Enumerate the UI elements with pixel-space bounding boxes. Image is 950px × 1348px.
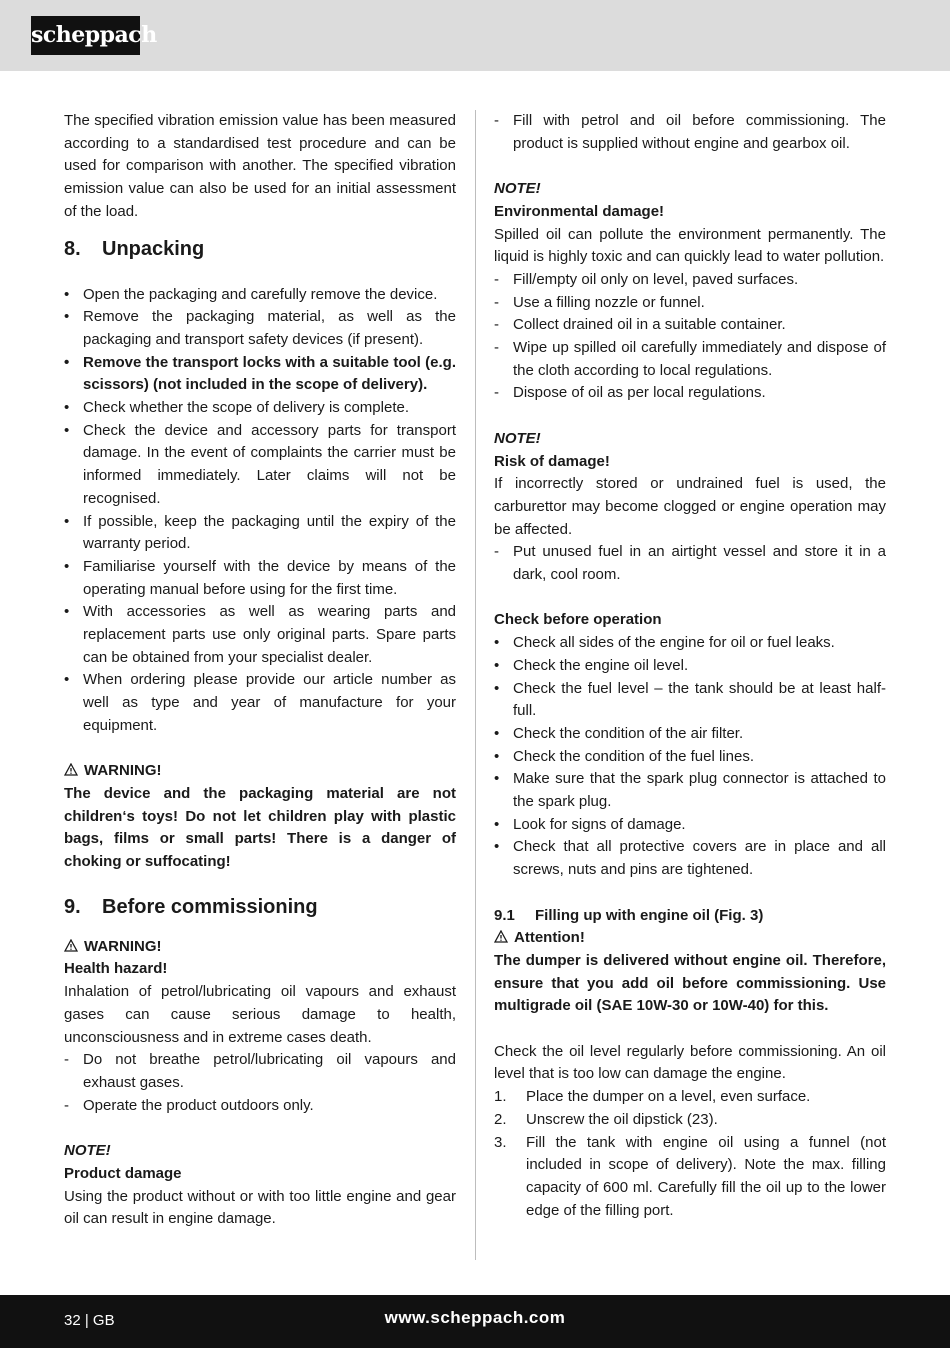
list-item: - Fill/empty oil only on level, paved surfaces.: [494, 270, 799, 288]
attention-label: Attention!: [494, 927, 886, 950]
check-heading: Check before operation: [494, 611, 662, 629]
warning-triangle-icon: [64, 763, 78, 776]
section-8-heading: [64, 236, 456, 262]
note-text: Using the product without or with too little engine and gear oil can result in engine damage.: [64, 1187, 456, 1228]
note-subtitle: Environmental damage!: [494, 202, 665, 220]
section-title: Before commissioning: [102, 895, 318, 918]
list-item: - Fill with petrol and oil before commissioning. The product is supplied without engine and gearbox oil.: [494, 112, 886, 152]
warning-subtitle: Health hazard!: [64, 960, 168, 978]
attention-text: The dumper is delivered without engine oil. Therefore, ensure that you add oil before commissioning. Use multigrade oil (SAE 10W-30 or 10W-40) for this.: [494, 951, 886, 1015]
list-item: • Check the engine oil level.: [494, 656, 689, 674]
list-item: • Check all sides of the engine for oil or fuel leaks.: [494, 634, 835, 652]
list-item: • When ordering please provide our article number as well as type and year of manufacture for your equipment.: [64, 671, 456, 734]
list-item: • Open the packaging and carefully remove the device.: [64, 285, 438, 303]
page-number: 32 | GB: [64, 1312, 115, 1329]
page-footer: [0, 1295, 950, 1348]
list-item: • Check the condition of the air filter.: [494, 724, 744, 742]
fuel-list: [494, 541, 886, 586]
list-item: • With accessories as well as wearing parts and replacement parts use only original parts. Spare parts can be obtained from your specialist dealer.: [64, 603, 456, 666]
warning-text: Inhalation of petrol/lubricating oil vapours and exhaust gases can cause serious damage to health, unconsciousness and in extreme cases death.: [64, 983, 456, 1046]
list-item: - Do not breathe petrol/lubricating oil vapours and exhaust gases.: [64, 1051, 456, 1091]
note-label: NOTE!: [64, 1142, 111, 1160]
list-item: • Familiarise yourself with the device by means of the operating manual before using for the first time.: [64, 557, 456, 598]
website-link[interactable]: www.scheppach.com: [384, 1308, 566, 1327]
list-item: • Check whether the scope of delivery is complete.: [64, 399, 409, 417]
note-label: NOTE!: [494, 180, 541, 198]
list-item: 3. Fill the tank with engine oil using a funnel (not included in scope of delivery). Note the max. filling capacity of 600 ml. Carefully fill the oil up to the lower edge of the filling port.: [494, 1133, 886, 1219]
list-item: - Operate the product outdoors only.: [64, 1096, 314, 1114]
filling-steps: [494, 1086, 886, 1222]
list-item: - Use a filling nozzle or funnel.: [494, 293, 705, 311]
list-item: • Make sure that the spark plug connector is attached to the spark plug.: [494, 770, 886, 811]
list-item: - Dispose of oil as per local regulations.: [494, 384, 766, 402]
note-subtitle: Risk of damage!: [494, 452, 610, 470]
section-number: 9.1: [494, 906, 515, 924]
vibration-intro: The specified vibration emission value has been measured according to a standardised test procedure and can be used for comparison with another. The specified vibration emission value can also be used for an initial assessment of the load.: [64, 112, 456, 220]
list-item: 2. Unscrew the oil dipstick (23).: [494, 1110, 718, 1128]
section-number: 9.: [64, 895, 81, 918]
list-item: • Look for signs of damage.: [494, 815, 686, 833]
list-item: • Check the device and accessory parts for transport damage. In the event of complaints the carrier must be informed immediately. Later claims will not be recognised.: [64, 421, 456, 507]
warning-text: The device and the packaging material are not children‘s toys! Do not let children play with plastic bags, films or small parts! There is a danger of choking or suffocating!: [64, 784, 456, 871]
note-text: Spilled oil can pollute the environment permanently. The liquid is highly toxic and can quickly lead to water pollution.: [494, 225, 886, 266]
section-title: Filling up with engine oil (Fig. 3): [535, 906, 764, 924]
right-column: [494, 110, 886, 1222]
scheppach-logo: scheppach: [31, 16, 140, 55]
page-header: [0, 0, 950, 71]
list-item: - Put unused fuel in an airtight vessel and store it in a dark, cool room.: [494, 543, 886, 584]
note-text: If incorrectly stored or undrained fuel is used, the carburettor may become clogged or engine operation may be affected.: [494, 475, 886, 538]
health-hazard-list: [64, 1049, 456, 1117]
warning-triangle-icon: [64, 939, 78, 952]
section-title: Unpacking: [102, 237, 205, 260]
column-divider: [475, 110, 476, 1260]
warning-triangle-icon: [494, 930, 508, 943]
check-list: [494, 632, 886, 882]
unpacking-list: [64, 284, 456, 738]
list-item: • Check the fuel level – the tank should be at least half-full.: [494, 679, 886, 720]
list-item: • Remove the transport locks with a suitable tool (e.g. scissors) (not included in the scope of delivery).: [64, 353, 456, 394]
list-item: - Wipe up spilled oil carefully immediately and dispose of the cloth according to local regulations.: [494, 339, 886, 379]
list-item: • If possible, keep the packaging until the expiry of the warranty period.: [64, 512, 456, 553]
warning-label: WARNING!: [64, 760, 456, 783]
oil-level-text: Check the oil level regularly before commissioning. An oil level that is too low can damage the engine.: [494, 1042, 886, 1083]
list-item: 1. Place the dumper on a level, even surface.: [494, 1088, 811, 1106]
fill-list: [494, 110, 886, 155]
list-item: • Check the condition of the fuel lines.: [494, 747, 754, 765]
list-item: - Collect drained oil in a suitable container.: [494, 316, 786, 334]
note-subtitle: Product damage: [64, 1164, 182, 1182]
left-column: [64, 110, 456, 1231]
warning-label: WARNING!: [64, 936, 456, 959]
note-label: NOTE!: [494, 429, 541, 447]
section-9-1-heading: [494, 905, 886, 928]
environment-list: [494, 269, 886, 405]
list-item: • Check that all protective covers are in place and all screws, nuts and pins are tightened.: [494, 838, 886, 879]
section-9-heading: [64, 894, 456, 920]
section-number: 8.: [64, 237, 81, 260]
list-item: • Remove the packaging material, as well as the packaging and transport safety devices (if present).: [64, 308, 456, 348]
